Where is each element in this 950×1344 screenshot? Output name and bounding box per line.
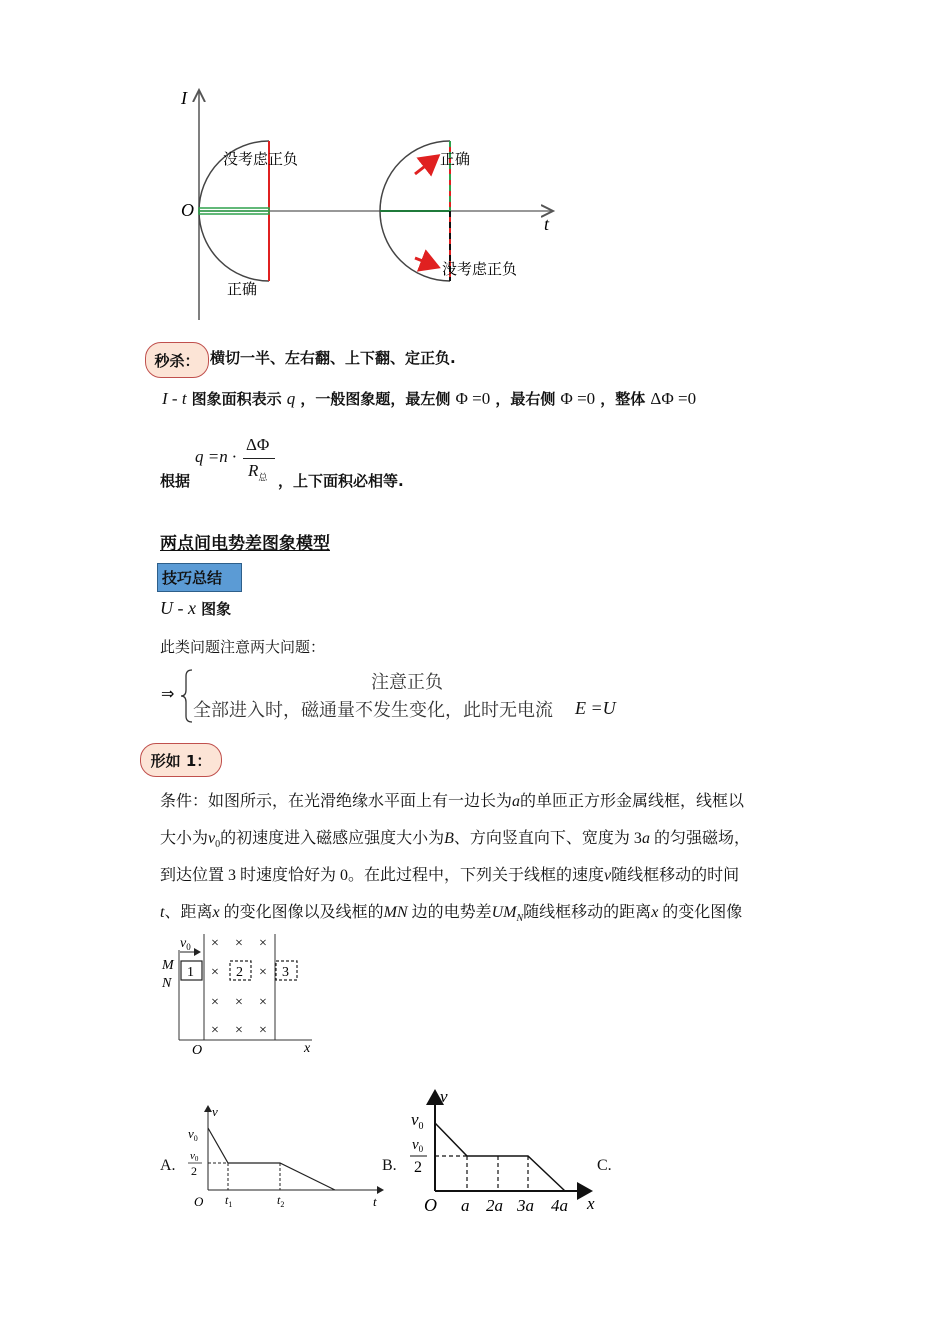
condition-line-1 bbox=[160, 788, 744, 811]
genju-suffix: ，上下面积必相等. bbox=[278, 472, 404, 490]
den-sub: 总 bbox=[258, 472, 268, 483]
field-m-label: M bbox=[162, 958, 174, 973]
field-cross: × bbox=[211, 965, 219, 980]
field-cross: × bbox=[259, 1023, 267, 1038]
fraction-bar bbox=[243, 458, 275, 459]
cond-l4d: 随线框移动的距离 bbox=[523, 904, 652, 921]
b-half-den: 2 bbox=[414, 1159, 422, 1176]
cond-l2c: 、方向竖直向下、宽度为 3 bbox=[453, 830, 642, 847]
cond-v0: v bbox=[208, 830, 216, 847]
cond-t: t bbox=[160, 904, 165, 921]
field-cross: × bbox=[259, 995, 267, 1010]
b-tick-2a: 2a bbox=[486, 1196, 503, 1215]
option-c-label: C. bbox=[597, 1157, 612, 1174]
cond-l4b: 的变化图像以及线框的 bbox=[219, 904, 384, 921]
field-cross: × bbox=[211, 995, 219, 1010]
a-half-num: v0 bbox=[190, 1150, 199, 1163]
arrow-up-right bbox=[415, 156, 438, 174]
example-tag: 形如 1： bbox=[140, 743, 222, 777]
b-half-num: $v_0$ bbox=[412, 1137, 424, 1154]
field-v0: $v_0$ bbox=[180, 936, 191, 952]
section-title: 两点间电势差图象模型 bbox=[160, 534, 330, 554]
right-top-label: 正确 bbox=[440, 150, 471, 168]
cond-x1: x bbox=[212, 904, 220, 921]
cond-a1: a bbox=[512, 793, 521, 810]
field-cross: × bbox=[259, 965, 267, 980]
cond-l1: 条件：如图所示，在光滑绝缘水平面上有一边长为 bbox=[160, 793, 513, 810]
phi-zero-left: Φ =0 bbox=[455, 389, 491, 408]
cond-b: B bbox=[444, 830, 454, 847]
b-axis-v: v bbox=[440, 1087, 448, 1106]
cond-v: v bbox=[604, 867, 612, 884]
fraction-denominator bbox=[248, 461, 267, 483]
it-graph-figure bbox=[170, 80, 570, 330]
cond-l3b: 随线框移动的时间 bbox=[611, 867, 740, 884]
brace-item-2-eq: E =U bbox=[575, 698, 616, 718]
a-axis-v: v bbox=[212, 1104, 218, 1119]
field-n-label: N bbox=[162, 976, 172, 991]
field-cross: × bbox=[235, 936, 243, 951]
left-top-label: 没考虑正负 bbox=[223, 150, 299, 168]
field-cross: × bbox=[259, 936, 267, 951]
cond-umn: UM bbox=[491, 904, 517, 921]
arrow-down-right bbox=[415, 258, 438, 267]
a-axis-t: t bbox=[373, 1194, 377, 1209]
frame-box-1-label: 1 bbox=[187, 965, 194, 980]
a-t2: $t_2$ bbox=[277, 1193, 285, 1209]
axis-t-label: t bbox=[544, 214, 550, 234]
cond-umn-sub: N bbox=[516, 913, 524, 925]
phi-zero-right: Φ =0 bbox=[560, 389, 596, 408]
q-symbol: q bbox=[286, 389, 296, 408]
cond-l4a: 、距离 bbox=[164, 904, 213, 921]
left-brace bbox=[180, 668, 194, 724]
cond-x2: x bbox=[651, 904, 659, 921]
option-b-label: B. bbox=[382, 1157, 397, 1174]
field-figure bbox=[158, 928, 328, 1058]
area-text-4: ，整体 bbox=[600, 390, 646, 408]
option-a-label: A. bbox=[160, 1157, 176, 1174]
a-t1: $t_1$ bbox=[225, 1193, 233, 1209]
cond-l1b: 的单匝正方形金属线框，线框以 bbox=[520, 793, 745, 810]
brace-item-2: 全部进入时，磁通量不发生变化，此时无电流 bbox=[193, 700, 553, 721]
note-line: 此类问题注意两大问题： bbox=[160, 638, 326, 656]
q-formula-lhs: q =n · bbox=[195, 447, 237, 466]
miaosha-text: 横切一半、左右翻、上下翻、定正负. bbox=[210, 349, 456, 367]
cond-l4c: 边的电势差 bbox=[407, 904, 492, 921]
a-v0: $v_0$ bbox=[188, 1126, 198, 1143]
field-origin: O bbox=[192, 1043, 203, 1058]
cond-mn: MN bbox=[383, 904, 408, 921]
area-text-1: 图象面积表示 bbox=[191, 390, 282, 408]
field-cross: × bbox=[211, 936, 219, 951]
b-axis-x: x bbox=[587, 1194, 595, 1213]
cond-a2: a bbox=[641, 830, 650, 847]
skill-summary-box: 技巧总结 bbox=[157, 563, 242, 592]
condition-line-2 bbox=[160, 825, 750, 850]
right-bottom-label: 没考虑正负 bbox=[442, 260, 518, 278]
a-origin: O bbox=[194, 1194, 204, 1209]
fraction-numerator: ΔΦ bbox=[246, 435, 270, 454]
ux-symbol: U - x bbox=[160, 598, 196, 618]
option-a-graph bbox=[185, 1098, 385, 1218]
field-cross: × bbox=[235, 995, 243, 1010]
field-x-label: x bbox=[304, 1041, 311, 1056]
cond-l4e: 的变化图像 bbox=[658, 904, 743, 921]
cond-v0sub: 0 bbox=[215, 839, 221, 851]
b-tick-a: a bbox=[461, 1196, 470, 1215]
ux-line bbox=[160, 598, 231, 619]
b-origin: O bbox=[424, 1195, 437, 1215]
delta-phi-zero: ΔΦ =0 bbox=[650, 389, 697, 408]
brace-item-1: 注意正负 bbox=[371, 672, 443, 693]
area-text-2: ，一般图象题，最左侧 bbox=[300, 390, 451, 408]
cond-l3: 到达位置 3 时速度恰好为 0。在此过程中，下列关于线框的速度 bbox=[160, 867, 605, 884]
condition-line-4 bbox=[160, 899, 742, 924]
den-r: R bbox=[248, 461, 259, 480]
a-curve bbox=[208, 1128, 335, 1190]
field-cross: × bbox=[235, 1023, 243, 1038]
option-b-graph bbox=[405, 1085, 605, 1220]
frame-box-3-label: 3 bbox=[282, 965, 289, 980]
condition-line-3 bbox=[160, 862, 739, 885]
b-curve bbox=[435, 1123, 565, 1191]
implies-arrow: ⇒ bbox=[161, 684, 175, 703]
it-symbol: I - t bbox=[162, 389, 187, 408]
a-half-den: 2 bbox=[191, 1164, 197, 1178]
cond-l2a: 大小为 bbox=[160, 830, 209, 847]
b-tick-4a: 4a bbox=[551, 1196, 568, 1215]
genju-prefix: 根据 bbox=[160, 472, 191, 490]
b-v0: $v_0$ bbox=[411, 1110, 424, 1132]
axis-i-label: I bbox=[181, 88, 187, 108]
b-tick-3a: 3a bbox=[517, 1196, 534, 1215]
miaosha-tag: 秒杀： bbox=[145, 342, 209, 378]
field-crosses bbox=[211, 936, 267, 1038]
cond-l2d: 的匀强磁场， bbox=[649, 830, 750, 847]
area-line bbox=[162, 388, 696, 409]
left-bottom-label: 正确 bbox=[227, 280, 258, 298]
cond-l2b: 的初速度进入磁感应强度大小为 bbox=[220, 830, 445, 847]
field-cross: × bbox=[211, 1023, 219, 1038]
ux-text: 图象 bbox=[201, 600, 232, 618]
frame-box-2-label: 2 bbox=[236, 965, 243, 980]
origin-label: O bbox=[181, 200, 194, 220]
area-text-3: ，最右侧 bbox=[495, 390, 556, 408]
